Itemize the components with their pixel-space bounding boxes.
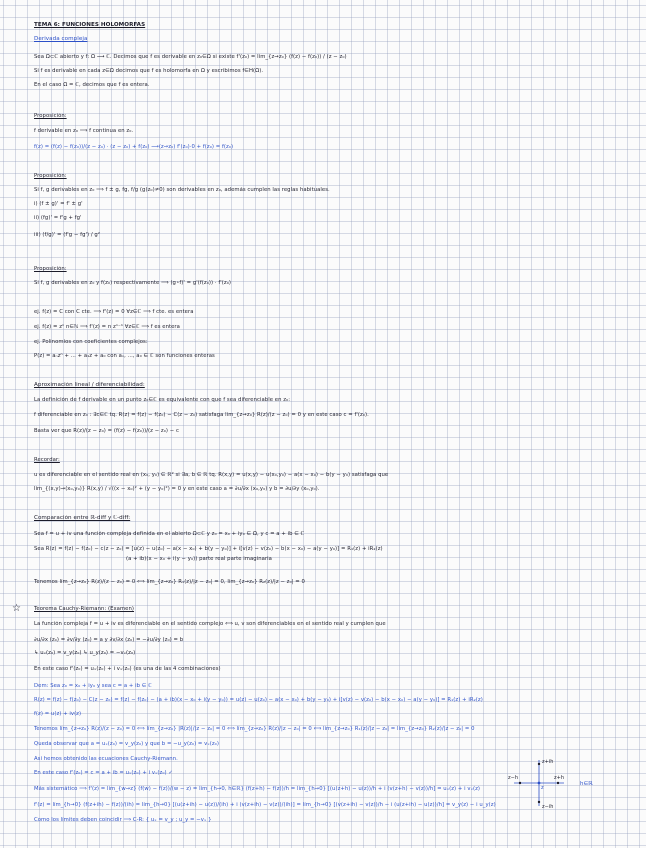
- text-line: Recordar:: [34, 457, 60, 463]
- proposition-label: Proposición:: [34, 113, 67, 119]
- proof-line: Como los límites deben coincidir ⟹ C-R: { uₓ = v_y ; u_y = −vₓ }: [34, 817, 212, 823]
- formula-line: ↳ uₓ(z₀) = v_y(z₀) ↳ u_y(z₀) = −vₓ(z₀): [34, 650, 136, 656]
- text-line: Sea Ω⊂ℂ abierto y f: Ω ⟶ ℂ. Decimos que f es derivable en z₀∈Ω si existe f'(z₀) = lím_{z→z₀} (f(z) − f(z₀)) / (z − z₀): [34, 54, 347, 60]
- proposition-label: Proposición:: [34, 266, 67, 272]
- left-point: [519, 782, 521, 784]
- formula-line: i) (f ± g)' = f' ± g': [34, 201, 83, 207]
- proposition-label: Proposición:: [34, 173, 67, 179]
- proof-line: f'(z) = lím_{h→0} (f(z+ih) − f(z))/(ih) = lím_{h→0} [(u(z+ih) − u(z))/(ih) + i (v(z+ih) − v(z))/(ih)] = lím_{h→0} [(v(z+ih) − v(z))/h − i (u(z+ih) − u(z))/h] = v_y(z) − i u_y(z): [34, 802, 496, 808]
- text-line: Si f, g derivables en z₀ ⟹ f ± g, fg, f/g (g(z₀)≠0) son derivables en z₀, además cumplen las reglas habituales.: [34, 187, 330, 193]
- example-line: P(z) = aₙzⁿ + ... + a₁z + a₀ con aₙ, ..., a₀ ∈ ℂ son funciones enteras: [34, 353, 215, 359]
- proof-line: Así hemos obtenido las ecuaciones Cauchy-Riemann.: [34, 756, 178, 762]
- formula-line: ii) (fg)' = f'g + fg': [34, 215, 82, 221]
- example-line: ej. f(z) = C con C cte. ⟹ f'(z) = 0 ∀z∈ℂ ⟹ f cte. es entera: [34, 309, 194, 315]
- top-point: [538, 763, 540, 765]
- text-line: f diferenciable en z₀ : ∃c∈ℂ tq. R(z) = f(z) − f(z₀) − C(z − z₀) satisfaga lím_{z→z₀} R(z)/(z − z₀) = 0 y en este caso c = f'(z₀).: [34, 412, 369, 418]
- diagram-right-label: z+h: [554, 775, 564, 781]
- text-line: Basta ver que R(z)/(z − z₀) = (f(z) − f(z₀))/(z − z₀) − c: [34, 428, 179, 434]
- formula-line: iii) (f/g)' = (f'g − fg') / g²: [34, 232, 101, 238]
- diagram-tag-label: h∈ℝ: [580, 781, 593, 787]
- page-title: TEMA 6: FUNCIONES HOLOMORFAS: [34, 22, 146, 28]
- formula-line: Tenemos lím_{z→z₀} R(z)/(z − z₀) = 0 ⟺ lím_{z→z₀} R₁(z)/|z − z₀| = 0, lím_{z→z₀} R₂(z)/|z − z₀| = 0: [34, 579, 305, 585]
- formula-line: (a + ib)(x − x₀ + i(y − y₀)) parte real parte imaginaria: [126, 556, 272, 562]
- center-point: [538, 782, 541, 785]
- proof-line: Más sistemático ⟹ f'(z) = lím_{w→z} (f(w) − f(z))/(w − z) = lím_{h→0, h∈ℝ} (f(z+h) − f(z))/h = lím_{h→0} [(u(z+h) − u(z))/h + i (v(z+h) − v(z))/h] = uₓ(z) + i vₓ(z): [34, 786, 481, 792]
- star-icon: ☆: [12, 603, 21, 614]
- text-line: f derivable en z₀ ⟹ f continua en z₀.: [34, 128, 134, 134]
- proof-line: En este caso f'(z₀) = c = a + ib = uₓ(z₀) + i vₓ(z₀) ✓: [34, 770, 173, 776]
- diagram-top-label: z+ih: [542, 759, 554, 765]
- section-heading: Comparación entre ℝ-diff y ℂ-diff:: [34, 515, 131, 521]
- theorem-heading: Teorema Cauchy-Riemann: (Examen): [34, 606, 135, 612]
- formula-line: f(z) = (f(z) − f(z₀))/(z − z₀) · (z − z₀) + f(z₀) ⟶(z→z₀) f'(z₀)·0 + f(z₀) = f(z₀): [34, 144, 234, 150]
- formula-line: Sea R(z) = f(z) − f(z₀) − c(z − z₀) = [u(z) − u(z₀) − a(x − x₀) + b(y − y₀)] + i[v(z) − v(z₀) − b(x − x₀) − a(y − y₀)] = R₁(z) + iR₂(z): [34, 546, 383, 552]
- increment-diagram: [508, 754, 612, 812]
- text-line: u es diferenciable en el sentido real en (x₀, y₀) ∈ ℝ² si ∃a, b ∈ ℝ tq. R(x,y) = u(x,y) − u(x₀,y₀) − a(x − x₀) − b(y − y₀) satisfaga que: [34, 472, 389, 478]
- formula-line: ∂u/∂x (z₀) = ∂v/∂y (z₀) = a y ∂v/∂x (z₀) = −∂u/∂y (z₀) = b: [34, 637, 184, 643]
- example-line: ej. f(z) = zⁿ n∈ℕ ⟹ f'(z) = n zⁿ⁻¹ ∀z∈ℂ ⟹ f es entera: [34, 324, 180, 330]
- proof-line: Queda observar que a = uₓ(z₀) = v_y(z₀) y que b = −u_y(z₀) = vₓ(z₀): [34, 741, 219, 747]
- diagram-center-label: z: [541, 785, 544, 791]
- bottom-point: [538, 801, 540, 803]
- proof-line: R(z) = f(z) − f(z₀) − C(z − z₀) = f(z) − f(z₀) − (a + ib)(x − x₀ + i(y − y₀)) = u(z) − u(z₀) − a(x − x₀) + b(y − y₀) + i[v(z) − v(z₀) − b(x − x₀) − a(y − y₀)] = R₁(z) + iR₂(z): [34, 697, 483, 703]
- text-line: Sea f = u + iv una función compleja definida en el abierto Ω⊂ℂ y z₀ = x₀ + iy₀ ∈ Ω, y c = a + ib ∈ ℂ: [34, 531, 305, 537]
- text-line: La definición de f derivable en un punto z₀∈ℂ es equivalente con que f sea diferenciable en z₀:: [34, 397, 291, 403]
- section-heading: Derivada compleja: [34, 36, 88, 42]
- text-line: La función compleja f = u + iv es diferenciable en el sentido complejo ⟺ u, v son diferenciables en el sentido real y cumplen que: [34, 621, 386, 627]
- right-point: [557, 782, 559, 784]
- proof-line: f(z) = u(z) + iv(z): [34, 711, 82, 717]
- text-line: lím_{(x,y)→(x₀,y₀)} R(x,y) / √((x − x₀)² + (y − y₀)²) = 0 y en este caso a = ∂u/∂x (x₀,y₀) y b = ∂u/∂y (x₀,y₀).: [34, 486, 320, 492]
- diagram-bottom-label: z−ih: [542, 804, 554, 810]
- text-line: Si f es derivable en cada z∈Ω decimos que f es holomorfa en Ω y escribimos f∈H(Ω).: [34, 68, 264, 74]
- text-line: En este caso f'(z₀) = uₓ(z₀) + i vₓ(z₀) (es una de las 4 combinaciones): [34, 666, 221, 672]
- example-line: ej. Polinomios con coeficientes complejos:: [34, 339, 148, 345]
- section-heading: Aproximación lineal / diferenciabilidad:: [34, 382, 145, 388]
- proof-line: Dem: Sea z₀ = x₀ + iy₀ y sea c = a + ib ∈ ℂ: [34, 683, 152, 689]
- proof-line: Tenemos lím_{z→z₀} R(z)/(z − z₀) = 0 ⟺ lím_{z→z₀} |R(z)|/|z − z₀| = 0 ⟺ lím_{z→z₀} R(z)/|z − z₀| = 0 ⟺ lím_{z→z₀} R₁(z)/|z − z₀| = lím_{z→z₀} R₂(z)/|z − z₀| = 0: [34, 726, 475, 732]
- text-line: En el caso Ω = ℂ, decimos que f es entera.: [34, 82, 150, 88]
- text-line: Si f, g derivables en z₀ y f(z₀) respectivamente ⟹ (g∘f)' = g'(f(z₀)) · f'(z₀): [34, 280, 231, 286]
- diagram-left-label: z−h: [508, 775, 518, 781]
